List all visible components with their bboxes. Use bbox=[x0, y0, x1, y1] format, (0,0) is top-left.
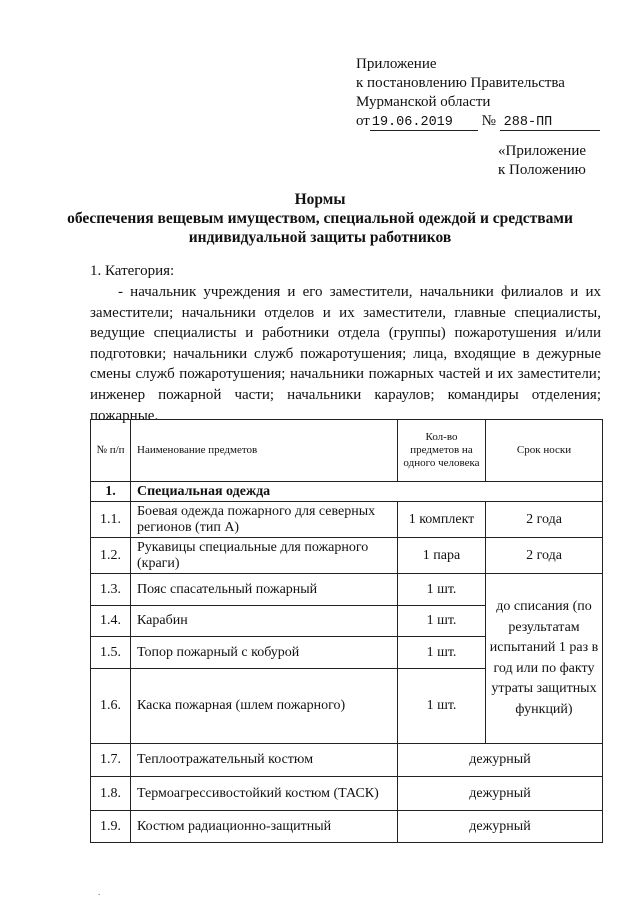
row-qty: 1 шт. bbox=[398, 669, 486, 744]
table-row bbox=[91, 811, 603, 843]
row-num: 1.4. bbox=[91, 606, 131, 637]
merged-term: до списания (по результатам испытаний 1 раз в год или по факту утраты защитных функций) bbox=[486, 574, 603, 744]
sub-appendix-line-1: «Приложение bbox=[498, 143, 587, 159]
row-qty: 1 шт. bbox=[398, 606, 486, 637]
header-num: № п/п bbox=[91, 420, 131, 482]
section-num: 1. bbox=[91, 482, 131, 502]
row-num: 1.2. bbox=[91, 538, 131, 574]
row-name: Теплоотражательный костюм bbox=[131, 744, 398, 777]
title-line-2: обеспечения вещевым имуществом, специальной одеждой и средствами bbox=[67, 210, 573, 227]
title-line-3: индивидуальной защиты работников bbox=[188, 229, 452, 246]
row-num: 1.5. bbox=[91, 637, 131, 669]
row-name: Термоагрессивостойкий костюм (ТАСК) bbox=[131, 777, 398, 811]
row-name: Боевая одежда пожарного для северных регионов (тип А) bbox=[131, 502, 398, 538]
row-num: 1.3. bbox=[91, 574, 131, 606]
title-line-1: Нормы bbox=[294, 191, 346, 208]
row-qty: 1 шт. bbox=[398, 637, 486, 669]
table-row bbox=[91, 538, 603, 574]
date-value: 19.06.2019 bbox=[370, 115, 478, 131]
sub-appendix bbox=[498, 142, 586, 180]
appendix-date-line bbox=[356, 112, 600, 131]
table-row bbox=[91, 744, 603, 777]
row-name: Карабин bbox=[131, 606, 398, 637]
sub-appendix-line-2: к Положению bbox=[498, 162, 586, 178]
category-label: 1. Категория: bbox=[90, 263, 175, 279]
number-prefix: № bbox=[481, 113, 496, 129]
appendix-line-2: к постановлению Правительства bbox=[356, 75, 565, 91]
table-header-row bbox=[91, 420, 603, 482]
table-row bbox=[91, 574, 603, 606]
norms-table bbox=[90, 419, 603, 843]
date-prefix: от bbox=[356, 113, 370, 129]
row-num: 1.1. bbox=[91, 502, 131, 538]
row-num: 1.9. bbox=[91, 811, 131, 843]
row-term: 2 года bbox=[486, 502, 603, 538]
table-row bbox=[91, 777, 603, 811]
row-num: 1.6. bbox=[91, 669, 131, 744]
number-value: 288-ПП bbox=[500, 115, 600, 131]
appendix-header bbox=[356, 55, 600, 131]
footer-mark: . bbox=[98, 887, 101, 897]
header-qty: Кол-во предметов на одного человека bbox=[398, 420, 486, 482]
category-text: - начальник учреждения и его заместители, начальники филиалов и их заместители; начальники отделов и их заместители, главные специалисты, ведущие специалисты и работники отдела (группы) пожаротушения и/или подготовки; начальники служб пожаротушения; лица, входящие в дежурные смены служб пожаротушения; начальники пожарных частей и их заместители; инженер пожарной части; начальники караулов; командиры отделения; пожарные. bbox=[90, 284, 601, 424]
appendix-line-3: Мурманской области bbox=[356, 94, 491, 110]
row-qty: 1 шт. bbox=[398, 574, 486, 606]
table-row bbox=[91, 502, 603, 538]
row-name: Топор пожарный с кобурой bbox=[131, 637, 398, 669]
row-name: Рукавицы специальные для пожарного (краги) bbox=[131, 538, 398, 574]
row-qty: 1 пара bbox=[398, 538, 486, 574]
appendix-line-1: Приложение bbox=[356, 56, 437, 72]
header-name: Наименование предметов bbox=[131, 420, 398, 482]
row-term: 2 года bbox=[486, 538, 603, 574]
header-term: Срок носки bbox=[486, 420, 603, 482]
row-name: Пояс спасательный пожарный bbox=[131, 574, 398, 606]
section-name: Специальная одежда bbox=[131, 482, 603, 502]
row-duty: дежурный bbox=[398, 777, 603, 811]
row-qty: 1 комплект bbox=[398, 502, 486, 538]
row-name: Каска пожарная (шлем пожарного) bbox=[131, 669, 398, 744]
row-num: 1.7. bbox=[91, 744, 131, 777]
row-duty: дежурный bbox=[398, 811, 603, 843]
row-duty: дежурный bbox=[398, 744, 603, 777]
row-name: Костюм радиационно-защитный bbox=[131, 811, 398, 843]
row-num: 1.8. bbox=[91, 777, 131, 811]
section-row bbox=[91, 482, 603, 502]
document-title bbox=[40, 190, 600, 247]
